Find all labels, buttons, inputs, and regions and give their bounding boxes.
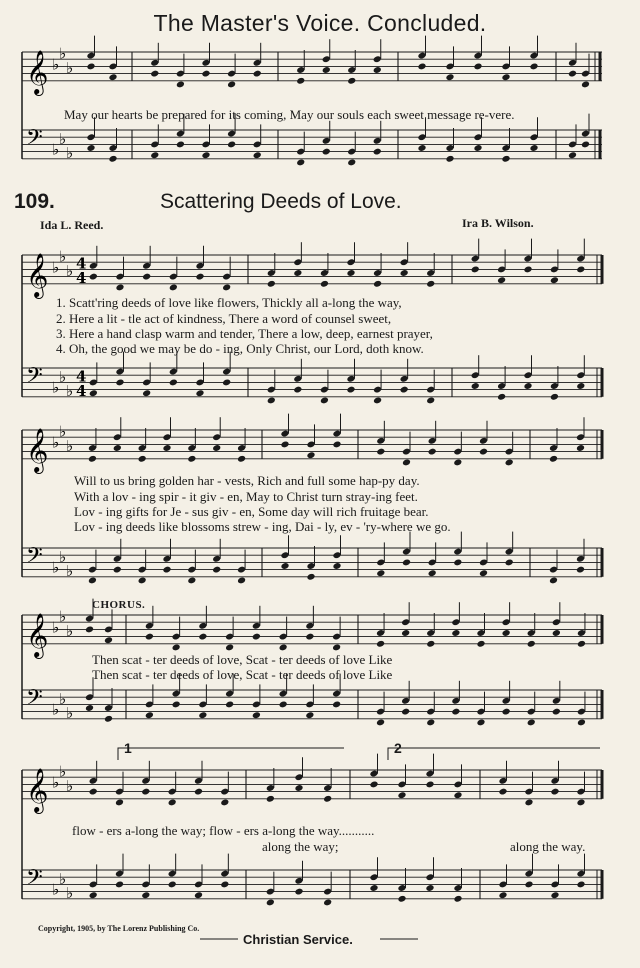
- note-head: [145, 711, 154, 719]
- note-head: [194, 788, 203, 796]
- row-3-treble: [22, 414, 602, 474]
- author-credit: Ida L. Reed.: [40, 218, 104, 232]
- note-head: [266, 898, 275, 906]
- note-head: [332, 562, 341, 570]
- note-head: [194, 891, 203, 899]
- note-head: [397, 895, 406, 903]
- flat-icon: ♭: [66, 562, 74, 581]
- note-head: [320, 280, 329, 288]
- note-head: [141, 891, 150, 899]
- note-head: [505, 558, 514, 566]
- note-head: [296, 77, 305, 85]
- note-head: [212, 444, 221, 452]
- verse-3-line-1: 3. Here a hand clasp warm and tender, There a low, deep, earnest prayer,: [56, 326, 433, 341]
- note-head: [576, 566, 585, 574]
- note-head: [376, 640, 385, 648]
- note-head: [195, 389, 204, 397]
- second-ending-bracket: [388, 748, 600, 760]
- verse-4-line-1: 4. Oh, the good we may be do - ing, Only Christ, our Lord, doth know.: [56, 341, 424, 356]
- note-head: [187, 576, 196, 584]
- note-head: [501, 73, 510, 81]
- treble-clef-icon: 𝄞: [26, 49, 49, 94]
- note-head: [252, 711, 261, 719]
- flat-icon: ♭: [59, 547, 67, 566]
- flat-icon: ♭: [52, 258, 60, 277]
- note-head: [479, 448, 488, 456]
- note-head: [227, 140, 236, 148]
- note-head: [577, 718, 586, 726]
- treble-clef-icon: 𝄞: [26, 252, 49, 297]
- note-head: [373, 148, 382, 156]
- note-head: [296, 158, 305, 166]
- treble-clef-icon: 𝄞: [26, 767, 49, 812]
- note-head: [524, 880, 533, 888]
- note-head: [426, 396, 435, 404]
- note-head: [176, 80, 185, 88]
- row-5-bass: [22, 854, 602, 907]
- note-head: [332, 700, 341, 708]
- note-head: [267, 280, 276, 288]
- note-head: [305, 711, 314, 719]
- note-head: [576, 265, 585, 273]
- note-head: [220, 798, 229, 806]
- flat-icon: ♭: [59, 129, 67, 148]
- note-head: [176, 140, 185, 148]
- note-head: [568, 151, 577, 159]
- note-head: [141, 788, 150, 796]
- note-head: [577, 640, 586, 648]
- note-head: [172, 643, 181, 651]
- note-head: [473, 62, 482, 70]
- note-head: [169, 378, 178, 386]
- note-head: [523, 382, 532, 390]
- note-head: [212, 566, 221, 574]
- note-head: [305, 633, 314, 641]
- note-head: [86, 144, 95, 152]
- note-head: [524, 798, 533, 806]
- note-head: [550, 788, 559, 796]
- flat-icon: ♭: [52, 378, 60, 397]
- note-head: [195, 273, 204, 281]
- note-head: [225, 700, 234, 708]
- note-head: [267, 396, 276, 404]
- row-3-bass: [22, 532, 602, 585]
- note-head: [306, 451, 315, 459]
- note-head: [220, 880, 229, 888]
- note-head: [142, 273, 151, 281]
- note-head: [225, 643, 234, 651]
- note-head: [162, 444, 171, 452]
- composer-credit: Ira B. Wilson.: [462, 216, 534, 230]
- flat-icon: ♭: [59, 869, 67, 888]
- note-head: [88, 576, 97, 584]
- flat-icon: ♭: [66, 622, 74, 640]
- note-head: [89, 273, 98, 281]
- note-head: [373, 66, 382, 74]
- note-head: [476, 718, 485, 726]
- note-head: [280, 562, 289, 570]
- note-head: [402, 558, 411, 566]
- note-head: [347, 158, 356, 166]
- chorus-label: CHORUS.: [92, 599, 146, 611]
- final-soprano-lyric: flow - ers a-long the way; flow - ers a-long the way...........: [72, 823, 375, 838]
- note-head: [222, 283, 231, 291]
- note-head: [237, 455, 246, 463]
- flat-icon: ♭: [59, 762, 67, 781]
- note-head: [294, 888, 303, 896]
- note-head: [138, 576, 147, 584]
- flat-icon: ♭: [66, 777, 74, 795]
- note-head: [576, 880, 585, 888]
- treble-clef-icon: 𝄞: [26, 427, 49, 472]
- note-head: [187, 455, 196, 463]
- note-head: [502, 629, 511, 637]
- time-signature-top: 4: [76, 254, 87, 273]
- flat-icon: ♭: [66, 382, 74, 401]
- note-head: [266, 795, 275, 803]
- note-head: [417, 144, 426, 152]
- note-head: [426, 280, 435, 288]
- note-head: [376, 718, 385, 726]
- note-head: [505, 458, 514, 466]
- flat-icon: ♭: [66, 262, 74, 280]
- note-head: [425, 884, 434, 892]
- time-signature-bottom: 4: [76, 268, 87, 287]
- note-head: [108, 73, 117, 81]
- note-head: [108, 155, 117, 163]
- note-head: [323, 795, 332, 803]
- note-head: [293, 386, 302, 394]
- note-head: [451, 629, 460, 637]
- note-head: [428, 448, 437, 456]
- note-head: [306, 573, 315, 581]
- flat-icon: ♭: [66, 884, 74, 903]
- note-head: [198, 633, 207, 641]
- verse-4-line-2: Lov - ing deeds like blossoms strew - ing, Dai - ly, ev - 'ry-where we go.: [74, 519, 451, 534]
- note-head: [89, 788, 98, 796]
- flat-icon: ♭: [52, 433, 60, 452]
- note-head: [402, 458, 411, 466]
- note-head: [376, 569, 385, 577]
- note-head: [320, 396, 329, 404]
- note-head: [376, 448, 385, 456]
- note-head: [471, 382, 480, 390]
- note-head: [227, 80, 236, 88]
- treble-clef-icon: 𝄞: [26, 612, 49, 657]
- note-head: [138, 455, 147, 463]
- note-head: [527, 640, 536, 648]
- note-head: [115, 880, 124, 888]
- note-head: [169, 283, 178, 291]
- note-head: [347, 77, 356, 85]
- note-head: [373, 396, 382, 404]
- note-head: [453, 558, 462, 566]
- note-head: [568, 70, 577, 78]
- chorus-soprano-lyric: Then scat - ter deeds of love, Scat - ter deeds of love Like: [92, 652, 393, 667]
- row-2-treble: [22, 239, 602, 299]
- copyright-notice: Copyright, 1905, by The Lorenz Publishing Co.: [38, 924, 200, 933]
- flat-icon: ♭: [59, 247, 67, 266]
- final-bass-lyric-b: along the way.: [510, 839, 586, 854]
- note-head: [332, 643, 341, 651]
- note-head: [369, 780, 378, 788]
- note-head: [253, 70, 262, 78]
- flat-icon: ♭: [59, 422, 67, 441]
- note-head: [453, 458, 462, 466]
- note-head: [85, 704, 94, 712]
- first-ending-number: 1: [124, 740, 132, 756]
- row-1-treble: [22, 36, 602, 96]
- note-head: [401, 708, 410, 716]
- flat-icon: ♭: [59, 607, 67, 626]
- note-head: [426, 718, 435, 726]
- flat-icon: ♭: [52, 773, 60, 792]
- flat-icon: ♭: [52, 558, 60, 577]
- note-head: [113, 444, 122, 452]
- note-head: [581, 140, 590, 148]
- note-head: [369, 884, 378, 892]
- note-head: [497, 276, 506, 284]
- hymn-number: 109.: [14, 190, 55, 213]
- flat-icon: ♭: [52, 140, 60, 159]
- note-head: [552, 708, 561, 716]
- note-head: [417, 62, 426, 70]
- note-head: [373, 280, 382, 288]
- flat-icon: ♭: [52, 55, 60, 74]
- note-head: [323, 898, 332, 906]
- note-head: [552, 629, 561, 637]
- bass-clef-icon: 𝄢: [26, 543, 43, 574]
- note-head: [85, 625, 94, 633]
- note-head: [529, 62, 538, 70]
- note-head: [576, 444, 585, 452]
- flat-icon: ♭: [66, 704, 74, 723]
- note-head: [104, 715, 113, 723]
- note-head: [322, 66, 331, 74]
- note-head: [400, 386, 409, 394]
- flat-icon: ♭: [66, 437, 74, 455]
- note-head: [400, 269, 409, 277]
- first-ending-bracket: [118, 748, 344, 760]
- verse-1-line-1: 1. Scatt'ring deeds of love like flowers, Thickly all a-long the way,: [56, 295, 402, 310]
- note-head: [479, 569, 488, 577]
- final-bass-lyric-a: along the way;: [262, 839, 339, 854]
- note-head: [201, 70, 210, 78]
- hymn-title: Scattering Deeds of Love.: [160, 190, 402, 213]
- note-head: [280, 440, 289, 448]
- flat-icon: ♭: [59, 44, 67, 63]
- note-head: [523, 265, 532, 273]
- note-head: [332, 440, 341, 448]
- flat-icon: ♭: [59, 689, 67, 708]
- note-head: [498, 891, 507, 899]
- note-head: [549, 576, 558, 584]
- note-head: [453, 895, 462, 903]
- note-head: [88, 455, 97, 463]
- note-head: [576, 382, 585, 390]
- note-head: [425, 780, 434, 788]
- note-head: [473, 144, 482, 152]
- bass-clef-icon: 𝄢: [26, 363, 43, 394]
- note-head: [346, 269, 355, 277]
- note-head: [550, 393, 559, 401]
- flat-icon: ♭: [52, 880, 60, 899]
- note-head: [142, 389, 151, 397]
- note-head: [115, 378, 124, 386]
- flat-icon: ♭: [59, 367, 67, 386]
- page-footer: Christian Service.: [243, 932, 353, 947]
- note-head: [397, 791, 406, 799]
- note-head: [550, 891, 559, 899]
- bass-clef-icon: 𝄢: [26, 865, 43, 896]
- chorus-bass-lyric: Then scat - ter deeds of love, Scat - ter deeds of love Like: [92, 667, 393, 682]
- note-head: [172, 700, 181, 708]
- verse-2-line-2: With a lov - ing spir - it giv - en, May to Christ turn stray-ing feet.: [74, 489, 418, 504]
- note-head: [222, 378, 231, 386]
- second-ending-number: 2: [394, 740, 402, 756]
- note-head: [252, 633, 261, 641]
- row-2-bass: [22, 352, 602, 405]
- note-head: [104, 636, 113, 644]
- verse-2-line-1: 2. Here a lit - tle act of kindness, There a word of counsel sweet,: [56, 311, 392, 326]
- note-head: [115, 283, 124, 291]
- flat-icon: ♭: [52, 618, 60, 637]
- note-head: [471, 265, 480, 273]
- note-head: [145, 633, 154, 641]
- prev-song-title: The Master's Voice. Concluded.: [153, 10, 487, 36]
- note-head: [428, 569, 437, 577]
- flat-icon: ♭: [52, 700, 60, 719]
- note-head: [401, 629, 410, 637]
- note-head: [502, 708, 511, 716]
- note-head: [527, 718, 536, 726]
- note-head: [453, 791, 462, 799]
- time-signature-bottom: 4: [76, 381, 87, 400]
- note-head: [445, 73, 454, 81]
- note-head: [549, 455, 558, 463]
- note-head: [529, 144, 538, 152]
- time-signature-top: 4: [76, 367, 87, 386]
- note-head: [162, 566, 171, 574]
- note-head: [198, 711, 207, 719]
- note-head: [294, 784, 303, 792]
- verse-3-line-2: Lov - ing gifts for Je - sus giv - en, Some day will rich fruitage bear.: [74, 504, 429, 519]
- note-head: [168, 880, 177, 888]
- note-head: [346, 386, 355, 394]
- note-head: [322, 148, 331, 156]
- note-head: [89, 389, 98, 397]
- note-head: [445, 155, 454, 163]
- note-head: [237, 576, 246, 584]
- note-head: [279, 643, 288, 651]
- note-head: [86, 62, 95, 70]
- note-head: [497, 393, 506, 401]
- note-head: [115, 798, 124, 806]
- note-head: [498, 788, 507, 796]
- bass-clef-icon: 𝄢: [26, 125, 43, 156]
- note-head: [293, 269, 302, 277]
- row-5-treble: [22, 754, 602, 814]
- note-head: [253, 151, 262, 159]
- note-head: [501, 155, 510, 163]
- prev-song-lyric: May our hearts be prepared for its coming, May our souls each sweet message re-vere.: [64, 107, 515, 122]
- note-head: [168, 798, 177, 806]
- note-head: [201, 151, 210, 159]
- flat-icon: ♭: [66, 59, 74, 77]
- bass-clef-icon: 𝄢: [26, 685, 43, 716]
- note-head: [550, 276, 559, 284]
- note-head: [426, 640, 435, 648]
- note-head: [113, 566, 122, 574]
- verse-1-line-2: Will to us bring golden har - vests, Rich and full some hap-py day.: [74, 473, 420, 488]
- note-head: [581, 80, 590, 88]
- note-head: [451, 708, 460, 716]
- flat-icon: ♭: [66, 144, 74, 163]
- note-head: [150, 70, 159, 78]
- note-head: [89, 891, 98, 899]
- note-head: [279, 700, 288, 708]
- note-head: [150, 151, 159, 159]
- note-head: [576, 798, 585, 806]
- note-head: [476, 640, 485, 648]
